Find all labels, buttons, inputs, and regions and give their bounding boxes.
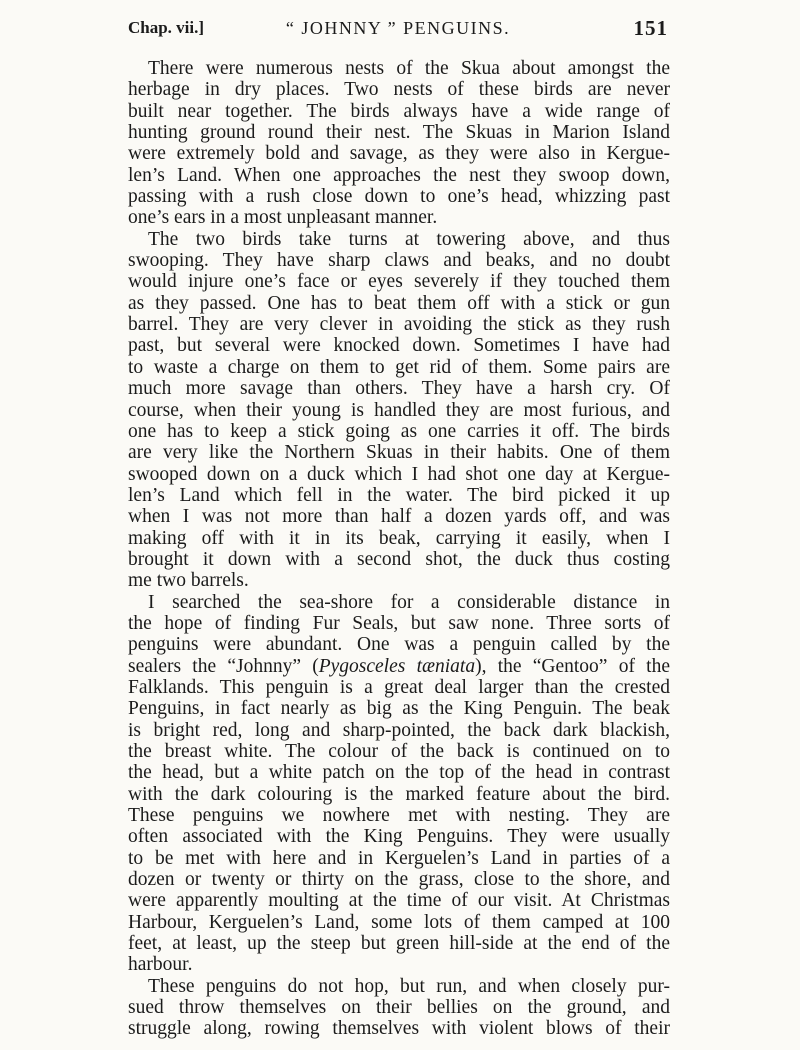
text-line: Falklands. This penguin is a great deal larger than the crested [128, 676, 670, 698]
text-line: much more savage than others. They have a harsh cry. Of [128, 378, 670, 400]
paragraph-johnny-penguins [128, 592, 670, 976]
text-line: to be met with here and in Kerguelen’s Land in parties of a [128, 847, 670, 869]
text-line: These penguins do not hop, but run, and when closely pur- [148, 975, 670, 997]
text-line: len’s Land which fell in the water. The bird picked it up [128, 484, 670, 506]
running-title: “ JOHNNY ” PENGUINS. [285, 18, 511, 38]
paragraph-skua-nests [128, 58, 670, 229]
text-line: often associated with the King Penguins. They were usually [128, 826, 670, 848]
text-line: when I was not more than half a dozen yards off, and was [128, 506, 670, 528]
running-header [128, 18, 668, 44]
text-line: sued throw themselves on their bellies on the ground, and [128, 997, 670, 1019]
text-line: harbour. [128, 954, 193, 976]
text-line: barrel. They are very clever in avoiding the stick as they rush [128, 314, 670, 336]
paragraph-skua-behaviour [128, 229, 670, 592]
text-line: feet, at least, up the steep but green hill-side at the end of the [128, 933, 670, 955]
text-line: swooping. They have sharp claws and beaks, and no doubt [128, 250, 670, 272]
text-line-with-species [128, 656, 670, 677]
text-line: hunting ground round their nest. The Skuas in Marion Island [128, 122, 670, 144]
paragraph-penguin-movement [128, 976, 670, 1040]
text-line: passing with a rush close down to one’s head, whizzing past [128, 186, 670, 208]
text-line: the hope of finding Fur Seals, but saw none. Three sorts of [128, 612, 670, 634]
text-line: len’s Land. When one approaches the nest they swoop down, [128, 164, 670, 186]
text-line: The two birds take turns at towering above, and thus [148, 228, 670, 250]
text-line: were extremely bold and savage, as they were also in Kergue- [128, 143, 670, 165]
text-line: would injure one’s face or eyes severely if they touched them [128, 271, 670, 293]
text-line: brought it down with a second shot, the duck thus costing [128, 548, 670, 570]
chapter-label: Chap. vii.] [128, 18, 205, 37]
species-name: Pygosceles tæniata [318, 655, 476, 677]
text-line: herbage in dry places. Two nests of these birds are never [128, 79, 670, 101]
text-line: These penguins we nowhere met with nesting. They are [128, 805, 670, 827]
text-line: are very like the Northern Skuas in their habits. One of them [128, 442, 670, 464]
text-line: penguins were abundant. One was a penguin called by the [128, 634, 670, 656]
text-line: I searched the sea-shore for a considerable distance in [148, 591, 670, 613]
text-segment: ), the “Gentoo” of the [475, 655, 670, 677]
text-line: past, but several were knocked down. Sometimes I have had [128, 335, 670, 357]
text-line: the head, but a white patch on the top of the head in contrast [128, 762, 670, 784]
text-line: were apparently moulting at the time of our visit. At Christmas [128, 890, 670, 912]
text-line: There were numerous nests of the Skua about amongst the [148, 58, 670, 79]
text-line: dozen or twenty or thirty on the grass, close to the shore, and [128, 869, 670, 891]
text-line: is bright red, long and sharp-pointed, the back dark blackish, [128, 719, 670, 741]
text-line: swooped down on a duck which I had shot one day at Kergue- [128, 463, 670, 485]
body-text [128, 58, 670, 1040]
text-line: Harbour, Kerguelen’s Land, some lots of them camped at 100 [128, 911, 670, 933]
page-number: 151 [633, 16, 668, 40]
text-line: the breast white. The colour of the back is continued on to [128, 741, 670, 762]
text-line: one’s ears in a most unpleasant manner. [128, 207, 438, 229]
text-segment: sealers the “Johnny” ( [128, 655, 319, 677]
text-line: struggle along, rowing themselves with violent blows of their [128, 1018, 670, 1040]
text-line: Penguins, in fact nearly as big as the King Penguin. The beak [128, 698, 670, 720]
text-line: course, when their young is handled they are most furious, and [128, 399, 670, 421]
text-line: built near together. The birds always have a wide range of [128, 100, 670, 122]
text-line: with the dark colouring is the marked feature about the bird. [128, 783, 670, 805]
text-line: to waste a charge on them to get rid of them. Some pairs are [128, 356, 670, 378]
text-line: one has to keep a stick going as one carries it off. The birds [128, 420, 670, 442]
text-line: me two barrels. [128, 570, 249, 592]
text-line: as they passed. One has to beat them off with a stick or gun [128, 292, 670, 314]
text-line: making off with it in its beak, carrying it easily, when I [128, 527, 670, 549]
